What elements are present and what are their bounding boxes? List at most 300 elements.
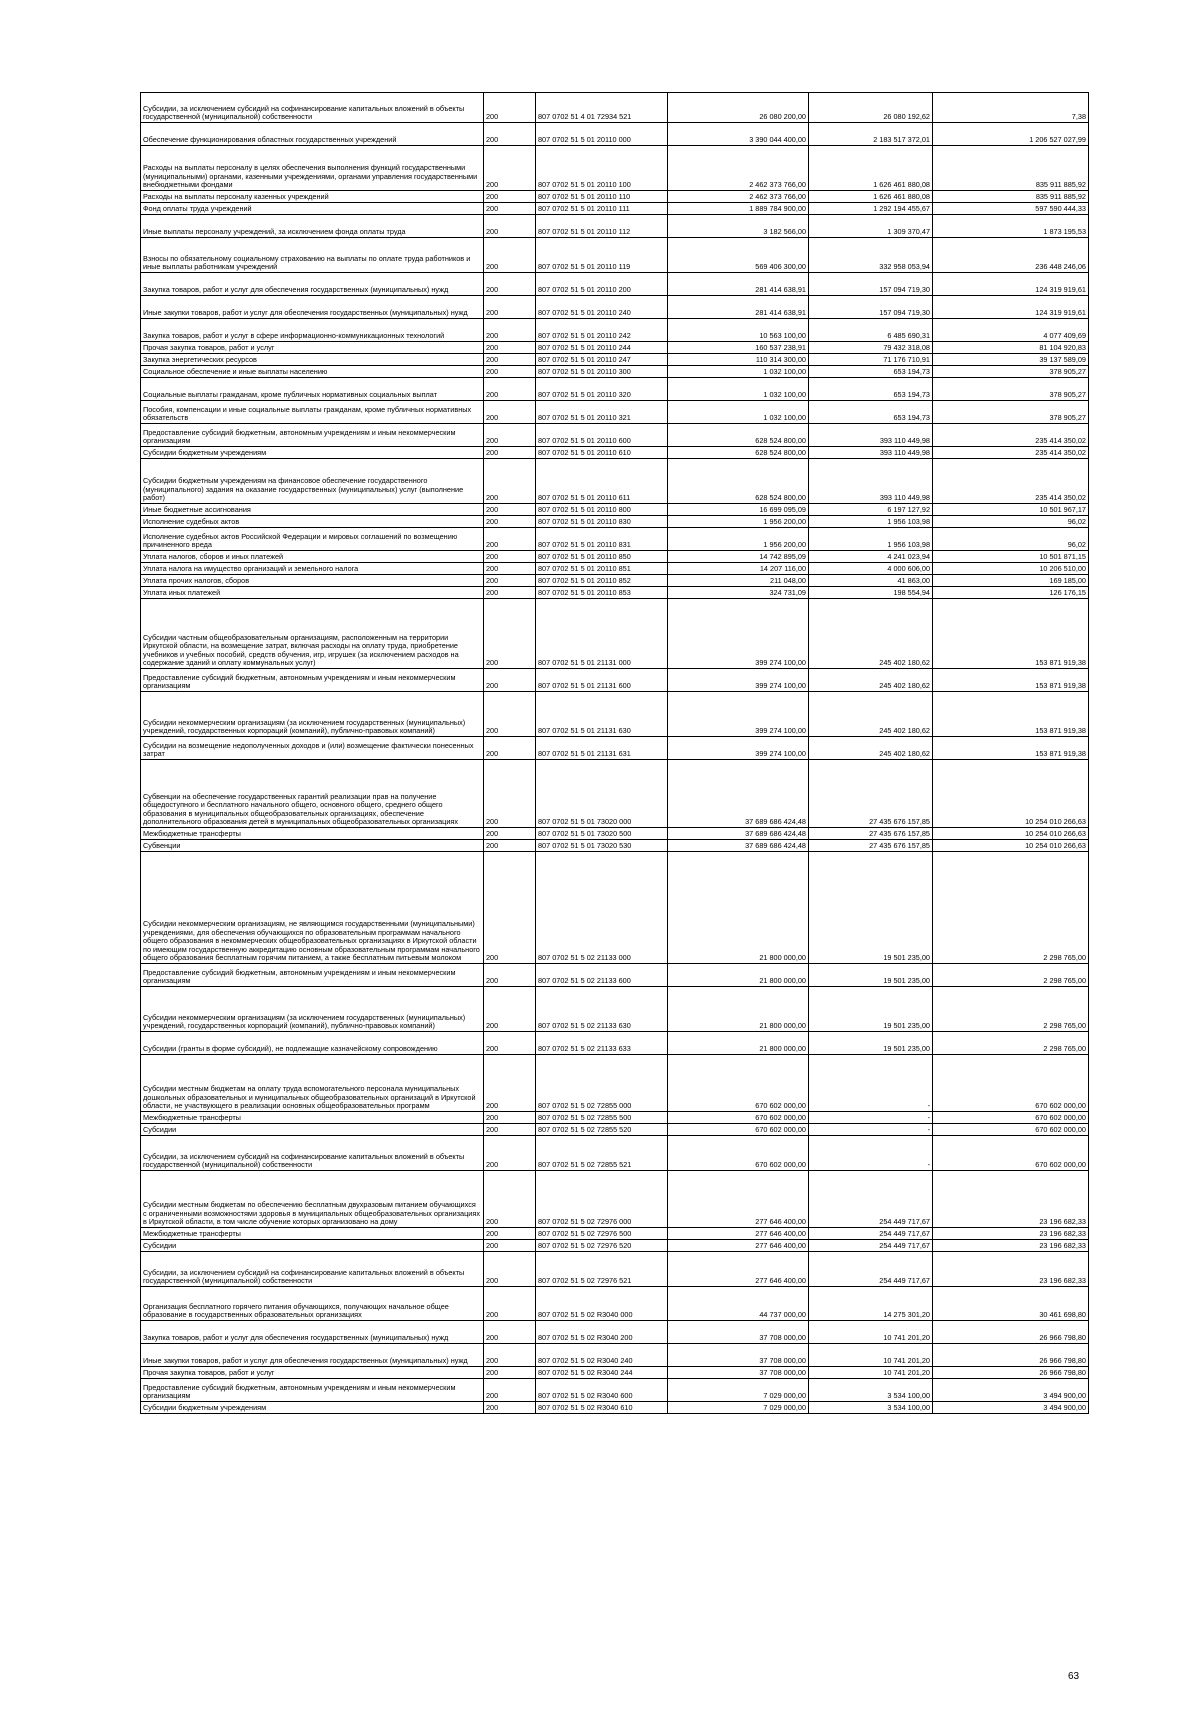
line-code-cell: 200: [484, 1344, 536, 1367]
table-row: [141, 1112, 1089, 1124]
executed-amount-cell: 2 183 517 372,01: [809, 123, 933, 146]
table-row: [141, 1032, 1089, 1055]
budget-classification-code-cell: 807 0702 51 5 01 20110 119: [536, 238, 668, 273]
table-row: [141, 1124, 1089, 1136]
budget-classification-code-cell: 807 0702 51 5 02 21133 630: [536, 987, 668, 1032]
table-row: [141, 342, 1089, 354]
unexecuted-appropriations-cell: 670 602 000,00: [933, 1112, 1089, 1124]
table-row: [141, 378, 1089, 401]
page-number: 63: [1068, 1671, 1080, 1682]
executed-amount-cell: 10 741 201,20: [809, 1344, 933, 1367]
table-row: [141, 852, 1089, 964]
budget-classification-code-cell: 807 0702 51 5 02 72855 500: [536, 1112, 668, 1124]
table-row: [141, 238, 1089, 273]
budget-classification-code-cell: 807 0702 51 5 02 21133 600: [536, 964, 668, 987]
expense-name-cell: Субсидии бюджетным учреждениям: [141, 447, 484, 459]
executed-amount-cell: 27 435 676 157,85: [809, 760, 933, 828]
approved-appropriations-cell: 670 602 000,00: [668, 1136, 809, 1171]
executed-amount-cell: 14 275 301,20: [809, 1287, 933, 1321]
unexecuted-appropriations-cell: 26 966 798,80: [933, 1367, 1089, 1379]
expense-name-cell: Расходы на выплаты персоналу казенных учреждений: [141, 191, 484, 203]
line-code-cell: 200: [484, 504, 536, 516]
executed-amount-cell: 245 402 180,62: [809, 669, 933, 692]
approved-appropriations-cell: 670 602 000,00: [668, 1055, 809, 1112]
expense-name-cell: Прочая закупка товаров, работ и услуг: [141, 342, 484, 354]
approved-appropriations-cell: 7 029 000,00: [668, 1379, 809, 1402]
budget-classification-code-cell: 807 0702 51 5 01 20110 610: [536, 447, 668, 459]
unexecuted-appropriations-cell: 7,38: [933, 93, 1089, 123]
budget-classification-code-cell: 807 0702 51 5 01 21131 631: [536, 737, 668, 760]
approved-appropriations-cell: 14 207 116,00: [668, 563, 809, 575]
expense-name-cell: Закупка энергетических ресурсов: [141, 354, 484, 366]
line-code-cell: 200: [484, 1321, 536, 1344]
unexecuted-appropriations-cell: 153 871 919,38: [933, 737, 1089, 760]
approved-appropriations-cell: 37 708 000,00: [668, 1321, 809, 1344]
expense-name-cell: Субсидии: [141, 1240, 484, 1252]
unexecuted-appropriations-cell: 81 104 920,83: [933, 342, 1089, 354]
approved-appropriations-cell: 670 602 000,00: [668, 1112, 809, 1124]
budget-classification-code-cell: 807 0702 51 5 01 20110 611: [536, 459, 668, 504]
table-row: [141, 447, 1089, 459]
budget-classification-code-cell: 807 0702 51 5 01 20110 247: [536, 354, 668, 366]
executed-amount-cell: 4 241 023,94: [809, 551, 933, 563]
budget-classification-code-cell: 807 0702 51 5 01 20110 200: [536, 273, 668, 296]
line-code-cell: 200: [484, 123, 536, 146]
budget-classification-code-cell: 807 0702 51 5 01 20110 321: [536, 401, 668, 424]
table-row: [141, 1344, 1089, 1367]
table-row: [141, 1379, 1089, 1402]
approved-appropriations-cell: 1 956 200,00: [668, 528, 809, 551]
expense-name-cell: Субсидии местным бюджетам на оплату труда вспомогательного персонала муниципальных дошкольных образовательных и муниципальных общеобразовательных организаций в Иркутской области, не участвующего в реализации основных общеобразовательных программ: [141, 1055, 484, 1112]
executed-amount-cell: 3 534 100,00: [809, 1402, 933, 1414]
unexecuted-appropriations-cell: 126 176,15: [933, 587, 1089, 599]
line-code-cell: 200: [484, 447, 536, 459]
executed-amount-cell: 245 402 180,62: [809, 692, 933, 737]
unexecuted-appropriations-cell: 670 602 000,00: [933, 1124, 1089, 1136]
approved-appropriations-cell: 37 689 686 424,48: [668, 828, 809, 840]
executed-amount-cell: 254 449 717,67: [809, 1240, 933, 1252]
unexecuted-appropriations-cell: 378 905,27: [933, 366, 1089, 378]
budget-classification-code-cell: 807 0702 51 5 01 20110 850: [536, 551, 668, 563]
expense-name-cell: Иные выплаты персоналу учреждений, за исключением фонда оплаты труда: [141, 215, 484, 238]
table-row: [141, 1402, 1089, 1414]
executed-amount-cell: 254 449 717,67: [809, 1252, 933, 1287]
unexecuted-appropriations-cell: 96,02: [933, 516, 1089, 528]
line-code-cell: 200: [484, 146, 536, 191]
expense-name-cell: Субсидии, за исключением субсидий на софинансирование капитальных вложений в объекты государственной (муниципальной) собственности: [141, 1136, 484, 1171]
line-code-cell: 200: [484, 1240, 536, 1252]
line-code-cell: 200: [484, 401, 536, 424]
expense-name-cell: Закупка товаров, работ и услуг в сфере информационно-коммуникационных технологий: [141, 319, 484, 342]
unexecuted-appropriations-cell: 23 196 682,33: [933, 1171, 1089, 1228]
table-row: [141, 354, 1089, 366]
approved-appropriations-cell: 44 737 000,00: [668, 1287, 809, 1321]
table-row: [141, 964, 1089, 987]
unexecuted-appropriations-cell: 235 414 350,02: [933, 447, 1089, 459]
line-code-cell: 200: [484, 273, 536, 296]
line-code-cell: 200: [484, 599, 536, 669]
line-code-cell: 200: [484, 840, 536, 852]
line-code-cell: 200: [484, 296, 536, 319]
table-row: [141, 599, 1089, 669]
line-code-cell: 200: [484, 1379, 536, 1402]
expense-name-cell: Расходы на выплаты персоналу в целях обеспечения выполнения функций государственными (муниципальными) органами, казенными учреждениями, органами управления государственными внебюджетными фондами: [141, 146, 484, 191]
approved-appropriations-cell: 1 956 200,00: [668, 516, 809, 528]
budget-classification-code-cell: 807 0702 51 5 01 20110 831: [536, 528, 668, 551]
table-row: [141, 528, 1089, 551]
executed-amount-cell: 653 194,73: [809, 366, 933, 378]
unexecuted-appropriations-cell: 10 254 010 266,63: [933, 828, 1089, 840]
approved-appropriations-cell: 7 029 000,00: [668, 1402, 809, 1414]
approved-appropriations-cell: 1 032 100,00: [668, 378, 809, 401]
line-code-cell: 200: [484, 366, 536, 378]
table-row: [141, 123, 1089, 146]
unexecuted-appropriations-cell: 39 137 589,09: [933, 354, 1089, 366]
table-row: [141, 692, 1089, 737]
budget-classification-code-cell: 807 0702 51 4 01 72934 521: [536, 93, 668, 123]
table-row: [141, 459, 1089, 504]
budget-classification-code-cell: 807 0702 51 5 02 R3040 244: [536, 1367, 668, 1379]
expense-name-cell: Взносы по обязательному социальному страхованию на выплаты по оплате труда работников и иные выплаты работникам учреждений: [141, 238, 484, 273]
budget-classification-code-cell: 807 0702 51 5 01 20110 240: [536, 296, 668, 319]
line-code-cell: 200: [484, 987, 536, 1032]
budget-classification-code-cell: 807 0702 51 5 01 20110 110: [536, 191, 668, 203]
budget-classification-code-cell: 807 0702 51 5 02 72855 521: [536, 1136, 668, 1171]
budget-classification-code-cell: 807 0702 51 5 01 20110 800: [536, 504, 668, 516]
line-code-cell: 200: [484, 516, 536, 528]
approved-appropriations-cell: 277 646 400,00: [668, 1252, 809, 1287]
approved-appropriations-cell: 14 742 895,09: [668, 551, 809, 563]
approved-appropriations-cell: 399 274 100,00: [668, 599, 809, 669]
unexecuted-appropriations-cell: 10 206 510,00: [933, 563, 1089, 575]
table-row: [141, 401, 1089, 424]
executed-amount-cell: 332 958 053,94: [809, 238, 933, 273]
expense-name-cell: Социальное обеспечение и иные выплаты населению: [141, 366, 484, 378]
table-row: [141, 551, 1089, 563]
expense-name-cell: Уплата налога на имущество организаций и земельного налога: [141, 563, 484, 575]
line-code-cell: 200: [484, 319, 536, 342]
expense-name-cell: Субсидии (гранты в форме субсидий), не подлежащие казначейскому сопровождению: [141, 1032, 484, 1055]
approved-appropriations-cell: 277 646 400,00: [668, 1228, 809, 1240]
executed-amount-cell: 6 485 690,31: [809, 319, 933, 342]
unexecuted-appropriations-cell: 96,02: [933, 528, 1089, 551]
executed-amount-cell: -: [809, 1112, 933, 1124]
unexecuted-appropriations-cell: 378 905,27: [933, 378, 1089, 401]
unexecuted-appropriations-cell: 26 966 798,80: [933, 1321, 1089, 1344]
table-row: [141, 1240, 1089, 1252]
executed-amount-cell: 41 863,00: [809, 575, 933, 587]
expense-name-cell: Иные закупки товаров, работ и услуг для обеспечения государственных (муниципальных) нужд: [141, 296, 484, 319]
executed-amount-cell: 1 956 103,98: [809, 516, 933, 528]
approved-appropriations-cell: 160 537 238,91: [668, 342, 809, 354]
unexecuted-appropriations-cell: 4 077 409,69: [933, 319, 1089, 342]
line-code-cell: 200: [484, 669, 536, 692]
budget-classification-code-cell: 807 0702 51 5 01 20110 242: [536, 319, 668, 342]
approved-appropriations-cell: 569 406 300,00: [668, 238, 809, 273]
line-code-cell: 200: [484, 1287, 536, 1321]
executed-amount-cell: 27 435 676 157,85: [809, 828, 933, 840]
executed-amount-cell: 19 501 235,00: [809, 852, 933, 964]
line-code-cell: 200: [484, 1252, 536, 1287]
line-code-cell: 200: [484, 459, 536, 504]
unexecuted-appropriations-cell: 2 298 765,00: [933, 987, 1089, 1032]
expense-name-cell: Закупка товаров, работ и услуг для обеспечения государственных (муниципальных) нужд: [141, 273, 484, 296]
approved-appropriations-cell: 2 462 373 766,00: [668, 191, 809, 203]
approved-appropriations-cell: 16 699 095,09: [668, 504, 809, 516]
table-row: [141, 1367, 1089, 1379]
executed-amount-cell: 10 741 201,20: [809, 1321, 933, 1344]
executed-amount-cell: 27 435 676 157,85: [809, 840, 933, 852]
approved-appropriations-cell: 37 689 686 424,48: [668, 760, 809, 828]
executed-amount-cell: 19 501 235,00: [809, 1032, 933, 1055]
budget-classification-code-cell: 807 0702 51 5 02 72976 520: [536, 1240, 668, 1252]
line-code-cell: 200: [484, 1171, 536, 1228]
approved-appropriations-cell: 110 314 300,00: [668, 354, 809, 366]
line-code-cell: 200: [484, 93, 536, 123]
unexecuted-appropriations-cell: 153 871 919,38: [933, 669, 1089, 692]
expense-name-cell: Субсидии частным общеобразовательным организациям, расположенным на территории Иркутской области, на возмещение затрат, включая расходы на оплату труда, приобретение учебников и учебных пособий, средств обучения, игр, игрушек (за исключением расходов на содержание зданий и оплату коммунальных услуг): [141, 599, 484, 669]
table-row: [141, 424, 1089, 447]
table-row: [141, 93, 1089, 123]
budget-classification-code-cell: 807 0702 51 5 01 20110 112: [536, 215, 668, 238]
budget-classification-code-cell: 807 0702 51 5 01 20110 600: [536, 424, 668, 447]
unexecuted-appropriations-cell: 23 196 682,33: [933, 1252, 1089, 1287]
executed-amount-cell: 1 292 194 455,67: [809, 203, 933, 215]
executed-amount-cell: 1 626 461 880,08: [809, 191, 933, 203]
line-code-cell: 200: [484, 692, 536, 737]
executed-amount-cell: 71 176 710,91: [809, 354, 933, 366]
expense-name-cell: Уплата иных платежей: [141, 587, 484, 599]
budget-classification-code-cell: 807 0702 51 5 01 20110 852: [536, 575, 668, 587]
table-row: [141, 203, 1089, 215]
table-row: [141, 563, 1089, 575]
expense-name-cell: Пособия, компенсации и иные социальные выплаты гражданам, кроме публичных нормативных обязательств: [141, 401, 484, 424]
budget-classification-code-cell: 807 0702 51 5 01 21131 630: [536, 692, 668, 737]
approved-appropriations-cell: 2 462 373 766,00: [668, 146, 809, 191]
unexecuted-appropriations-cell: 236 448 246,06: [933, 238, 1089, 273]
line-code-cell: 200: [484, 1367, 536, 1379]
approved-appropriations-cell: 277 646 400,00: [668, 1171, 809, 1228]
line-code-cell: 200: [484, 575, 536, 587]
table-row: [141, 1252, 1089, 1287]
unexecuted-appropriations-cell: 23 196 682,33: [933, 1240, 1089, 1252]
approved-appropriations-cell: 281 414 638,91: [668, 296, 809, 319]
unexecuted-appropriations-cell: 153 871 919,38: [933, 692, 1089, 737]
line-code-cell: 200: [484, 828, 536, 840]
budget-classification-code-cell: 807 0702 51 5 02 72976 521: [536, 1252, 668, 1287]
unexecuted-appropriations-cell: 2 298 765,00: [933, 852, 1089, 964]
executed-amount-cell: 653 194,73: [809, 378, 933, 401]
expense-name-cell: Субсидии некоммерческим организациям, не являющимся государственными (муниципальными) учреждениями, для обеспечения обучающихся по образовательным программам начального общего образования в некоммерческих общеобразовательных организациях в Иркутской области по имеющим государственную аккредитацию основным образовательным программам начального общего образования бесплатным горячим питанием, а также бесплатным питьевым молоком: [141, 852, 484, 964]
table-row: [141, 296, 1089, 319]
expense-name-cell: Межбюджетные трансферты: [141, 828, 484, 840]
expense-name-cell: Субвенции на обеспечение государственных гарантий реализации прав на получение общедоступного и бесплатного начального общего, основного общего, среднего общего образования в муниципальных общеобразовательных организациях, обеспечение дополнительного образования детей в муниципальных общеобразовательных организациях: [141, 760, 484, 828]
executed-amount-cell: 19 501 235,00: [809, 987, 933, 1032]
approved-appropriations-cell: 1 889 784 900,00: [668, 203, 809, 215]
approved-appropriations-cell: 10 563 100,00: [668, 319, 809, 342]
executed-amount-cell: 393 110 449,98: [809, 424, 933, 447]
table-row: [141, 146, 1089, 191]
table-row: [141, 1321, 1089, 1344]
unexecuted-appropriations-cell: 835 911 885,92: [933, 146, 1089, 191]
unexecuted-appropriations-cell: 124 319 919,61: [933, 296, 1089, 319]
approved-appropriations-cell: 21 800 000,00: [668, 852, 809, 964]
approved-appropriations-cell: 1 032 100,00: [668, 401, 809, 424]
line-code-cell: 200: [484, 424, 536, 447]
table-row: [141, 1171, 1089, 1228]
approved-appropriations-cell: 277 646 400,00: [668, 1240, 809, 1252]
budget-classification-code-cell: 807 0702 51 5 01 21131 600: [536, 669, 668, 692]
executed-amount-cell: 157 094 719,30: [809, 273, 933, 296]
unexecuted-appropriations-cell: 670 602 000,00: [933, 1055, 1089, 1112]
expense-name-cell: Субсидии некоммерческим организациям (за исключением государственных (муниципальных) учреждений, государственных корпораций (компаний), публично-правовых компаний): [141, 692, 484, 737]
expense-name-cell: Закупка товаров, работ и услуг для обеспечения государственных (муниципальных) нужд: [141, 1321, 484, 1344]
budget-classification-code-cell: 807 0702 51 5 02 R3040 600: [536, 1379, 668, 1402]
unexecuted-appropriations-cell: 3 494 900,00: [933, 1379, 1089, 1402]
expense-name-cell: Субсидии бюджетным учреждениям: [141, 1402, 484, 1414]
budget-classification-code-cell: 807 0702 51 5 02 R3040 240: [536, 1344, 668, 1367]
unexecuted-appropriations-cell: 10 501 967,17: [933, 504, 1089, 516]
budget-classification-code-cell: 807 0702 51 5 02 72855 000: [536, 1055, 668, 1112]
executed-amount-cell: 3 534 100,00: [809, 1379, 933, 1402]
expense-name-cell: Обеспечение функционирования областных государственных учреждений: [141, 123, 484, 146]
unexecuted-appropriations-cell: 1 873 195,53: [933, 215, 1089, 238]
table-row: [141, 215, 1089, 238]
table-row: [141, 1055, 1089, 1112]
table-row: [141, 1287, 1089, 1321]
line-code-cell: 200: [484, 354, 536, 366]
line-code-cell: 200: [484, 528, 536, 551]
approved-appropriations-cell: 628 524 800,00: [668, 459, 809, 504]
expense-name-cell: Межбюджетные трансферты: [141, 1112, 484, 1124]
executed-amount-cell: -: [809, 1055, 933, 1112]
approved-appropriations-cell: 399 274 100,00: [668, 692, 809, 737]
line-code-cell: 200: [484, 852, 536, 964]
line-code-cell: 200: [484, 760, 536, 828]
unexecuted-appropriations-cell: 124 319 919,61: [933, 273, 1089, 296]
approved-appropriations-cell: 21 800 000,00: [668, 987, 809, 1032]
budget-classification-code-cell: 807 0702 51 5 01 20110 111: [536, 203, 668, 215]
expense-name-cell: Уплата налогов, сборов и иных платежей: [141, 551, 484, 563]
table-row: [141, 840, 1089, 852]
unexecuted-appropriations-cell: 235 414 350,02: [933, 459, 1089, 504]
approved-appropriations-cell: 399 274 100,00: [668, 737, 809, 760]
approved-appropriations-cell: 21 800 000,00: [668, 1032, 809, 1055]
executed-amount-cell: 393 110 449,98: [809, 447, 933, 459]
expense-name-cell: Субвенции: [141, 840, 484, 852]
budget-classification-code-cell: 807 0702 51 5 02 72976 500: [536, 1228, 668, 1240]
executed-amount-cell: 157 094 719,30: [809, 296, 933, 319]
budget-classification-code-cell: 807 0702 51 5 01 20110 830: [536, 516, 668, 528]
expense-name-cell: Организация бесплатного горячего питания обучающихся, получающих начальное общее образование в государственных образовательных организациях: [141, 1287, 484, 1321]
approved-appropriations-cell: 399 274 100,00: [668, 669, 809, 692]
table-row: [141, 366, 1089, 378]
line-code-cell: 200: [484, 737, 536, 760]
budget-classification-code-cell: 807 0702 51 5 02 R3040 000: [536, 1287, 668, 1321]
line-code-cell: 200: [484, 1032, 536, 1055]
budget-classification-code-cell: 807 0702 51 5 02 72855 520: [536, 1124, 668, 1136]
unexecuted-appropriations-cell: 30 461 698,80: [933, 1287, 1089, 1321]
expense-name-cell: Предоставление субсидий бюджетным, автономным учреждениям и иным некоммерческим организациям: [141, 669, 484, 692]
line-code-cell: 200: [484, 203, 536, 215]
executed-amount-cell: -: [809, 1124, 933, 1136]
executed-amount-cell: 4 000 606,00: [809, 563, 933, 575]
expense-name-cell: Субсидии некоммерческим организациям (за исключением государственных (муниципальных) учреждений, государственных корпораций (компаний), публично-правовых компаний): [141, 987, 484, 1032]
executed-amount-cell: 254 449 717,67: [809, 1171, 933, 1228]
table-row: [141, 760, 1089, 828]
table-row: [141, 587, 1089, 599]
executed-amount-cell: 653 194,73: [809, 401, 933, 424]
budget-classification-code-cell: 807 0702 51 5 01 20110 000: [536, 123, 668, 146]
unexecuted-appropriations-cell: 597 590 444,33: [933, 203, 1089, 215]
executed-amount-cell: 198 554,94: [809, 587, 933, 599]
expense-name-cell: Субсидии, за исключением субсидий на софинансирование капитальных вложений в объекты государственной (муниципальной) собственности: [141, 1252, 484, 1287]
table-row: [141, 516, 1089, 528]
approved-appropriations-cell: 324 731,09: [668, 587, 809, 599]
executed-amount-cell: 1 309 370,47: [809, 215, 933, 238]
unexecuted-appropriations-cell: 10 254 010 266,63: [933, 840, 1089, 852]
line-code-cell: 200: [484, 1112, 536, 1124]
expense-name-cell: Субсидии, за исключением субсидий на софинансирование капитальных вложений в объекты государственной (муниципальной) собственности: [141, 93, 484, 123]
executed-amount-cell: 6 197 127,92: [809, 504, 933, 516]
expense-name-cell: Предоставление субсидий бюджетным, автономным учреждениям и иным некоммерческим организациям: [141, 964, 484, 987]
executed-amount-cell: 254 449 717,67: [809, 1228, 933, 1240]
line-code-cell: 200: [484, 342, 536, 354]
executed-amount-cell: 245 402 180,62: [809, 599, 933, 669]
line-code-cell: 200: [484, 587, 536, 599]
expense-name-cell: Субсидии на возмещение недополученных доходов и (или) возмещение фактически понесенных затрат: [141, 737, 484, 760]
expense-name-cell: Субсидии бюджетным учреждениям на финансовое обеспечение государственного (муниципального) задания на оказание государственных (муниципальных) услуг (выполнение работ): [141, 459, 484, 504]
line-code-cell: 200: [484, 563, 536, 575]
expense-name-cell: Субсидии: [141, 1124, 484, 1136]
executed-amount-cell: 245 402 180,62: [809, 737, 933, 760]
line-code-cell: 200: [484, 378, 536, 401]
unexecuted-appropriations-cell: 2 298 765,00: [933, 1032, 1089, 1055]
expense-name-cell: Исполнение судебных актов: [141, 516, 484, 528]
unexecuted-appropriations-cell: 169 185,00: [933, 575, 1089, 587]
expense-name-cell: Социальные выплаты гражданам, кроме публичных нормативных социальных выплат: [141, 378, 484, 401]
budget-classification-code-cell: 807 0702 51 5 02 R3040 610: [536, 1402, 668, 1414]
budget-classification-code-cell: 807 0702 51 5 01 21131 000: [536, 599, 668, 669]
executed-amount-cell: 26 080 192,62: [809, 93, 933, 123]
expense-name-cell: Предоставление субсидий бюджетным, автономным учреждениям и иным некоммерческим организациям: [141, 1379, 484, 1402]
executed-amount-cell: 1 626 461 880,08: [809, 146, 933, 191]
line-code-cell: 200: [484, 238, 536, 273]
line-code-cell: 200: [484, 964, 536, 987]
table-row: [141, 191, 1089, 203]
table-row: [141, 987, 1089, 1032]
approved-appropriations-cell: 211 048,00: [668, 575, 809, 587]
expense-name-cell: Иные бюджетные ассигнования: [141, 504, 484, 516]
line-code-cell: 200: [484, 1136, 536, 1171]
unexecuted-appropriations-cell: 2 298 765,00: [933, 964, 1089, 987]
expense-name-cell: Субсидии местным бюджетам по обеспечению бесплатным двухразовым питанием обучающихся с ограниченными возможностями здоровья в муниципальных общеобразовательных организациях в Иркутской области, в том числе обучение которых организовано на дому: [141, 1171, 484, 1228]
budget-classification-code-cell: 807 0702 51 5 02 72976 000: [536, 1171, 668, 1228]
approved-appropriations-cell: 670 602 000,00: [668, 1124, 809, 1136]
line-code-cell: 200: [484, 215, 536, 238]
expense-name-cell: Прочая закупка товаров, работ и услуг: [141, 1367, 484, 1379]
budget-classification-code-cell: 807 0702 51 5 01 20110 300: [536, 366, 668, 378]
approved-appropriations-cell: 628 524 800,00: [668, 447, 809, 459]
line-code-cell: 200: [484, 1124, 536, 1136]
approved-appropriations-cell: 21 800 000,00: [668, 964, 809, 987]
budget-classification-code-cell: 807 0702 51 5 02 21133 000: [536, 852, 668, 964]
expense-name-cell: Исполнение судебных актов Российской Федерации и мировых соглашений по возмещению причиненного вреда: [141, 528, 484, 551]
line-code-cell: 200: [484, 191, 536, 203]
approved-appropriations-cell: 37 708 000,00: [668, 1367, 809, 1379]
unexecuted-appropriations-cell: 1 206 527 027,99: [933, 123, 1089, 146]
table-row: [141, 1136, 1089, 1171]
